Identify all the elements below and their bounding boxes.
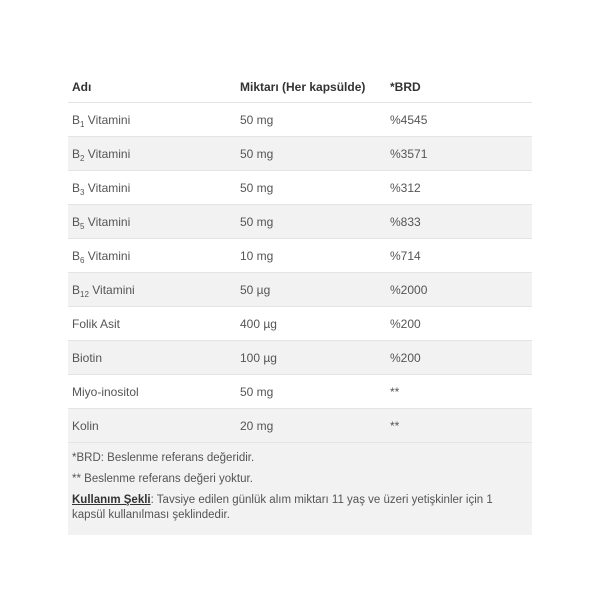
nutrient-brd: %714	[386, 239, 532, 273]
nutrient-brd: %200	[386, 341, 532, 375]
table-row	[68, 341, 532, 375]
nutrient-brd: **	[386, 409, 532, 443]
nutrient-amount: 50 mg	[236, 205, 386, 239]
nutrient-amount: 50 mg	[236, 137, 386, 171]
nutrient-name: $B_2$ Vitamini	[68, 137, 236, 171]
table-row	[68, 103, 532, 137]
table-row	[68, 171, 532, 205]
nutrient-amount: 100 µg	[236, 341, 386, 375]
usage-label: Kullanım Şekli	[72, 494, 151, 506]
nutrient-name: $B_5$ Vitamini	[68, 205, 236, 239]
nutrient-name: Kolin	[68, 409, 236, 443]
usage-text: : Tavsiye edilen günlük alım miktarı 11 yaş ve üzeri yetişkinler için 1 kapsül kullanılması şeklindedir.	[72, 494, 493, 521]
usage-note	[72, 493, 528, 523]
header-name: Adı	[68, 72, 236, 103]
nutrient-name: Miyo-inositol	[68, 375, 236, 409]
nutrition-table	[68, 72, 532, 443]
nutrient-brd: %3571	[386, 137, 532, 171]
table-row	[68, 205, 532, 239]
nutrient-name: Biotin	[68, 341, 236, 375]
nutrition-panel	[68, 72, 532, 535]
nutrient-name: $B_1$ Vitamini	[68, 103, 236, 137]
table-row	[68, 307, 532, 341]
nutrient-brd: %833	[386, 205, 532, 239]
nutrient-brd: **	[386, 375, 532, 409]
nutrient-amount: 10 mg	[236, 239, 386, 273]
nutrient-brd: %2000	[386, 273, 532, 307]
nutrient-amount: 50 mg	[236, 171, 386, 205]
nutrient-brd: %4545	[386, 103, 532, 137]
nutrient-brd: %200	[386, 307, 532, 341]
table-row	[68, 273, 532, 307]
nutrient-amount: 400 µg	[236, 307, 386, 341]
notes-box	[68, 443, 532, 535]
table-row	[68, 239, 532, 273]
header-amount: Miktarı (Her kapsülde)	[236, 72, 386, 103]
nutrient-amount: 50 mg	[236, 103, 386, 137]
table-row	[68, 409, 532, 443]
no-reference-note: ** Beslenme referans değeri yoktur.	[72, 473, 253, 485]
nutrient-amount: 50 mg	[236, 375, 386, 409]
nutrient-brd: %312	[386, 171, 532, 205]
nutrient-name: $B_6$ Vitamini	[68, 239, 236, 273]
header-brd: *BRD	[386, 72, 532, 103]
table-row	[68, 375, 532, 409]
nutrient-amount: 20 mg	[236, 409, 386, 443]
table-header-row	[68, 72, 532, 103]
table-row	[68, 137, 532, 171]
nutrient-name: Folik Asit	[68, 307, 236, 341]
brd-note: *BRD: Beslenme referans değeridir.	[72, 452, 255, 464]
nutrient-amount: 50 µg	[236, 273, 386, 307]
nutrient-name: $B_{12}$ Vitamini	[68, 273, 236, 307]
nutrient-name: $B_3$ Vitamini	[68, 171, 236, 205]
